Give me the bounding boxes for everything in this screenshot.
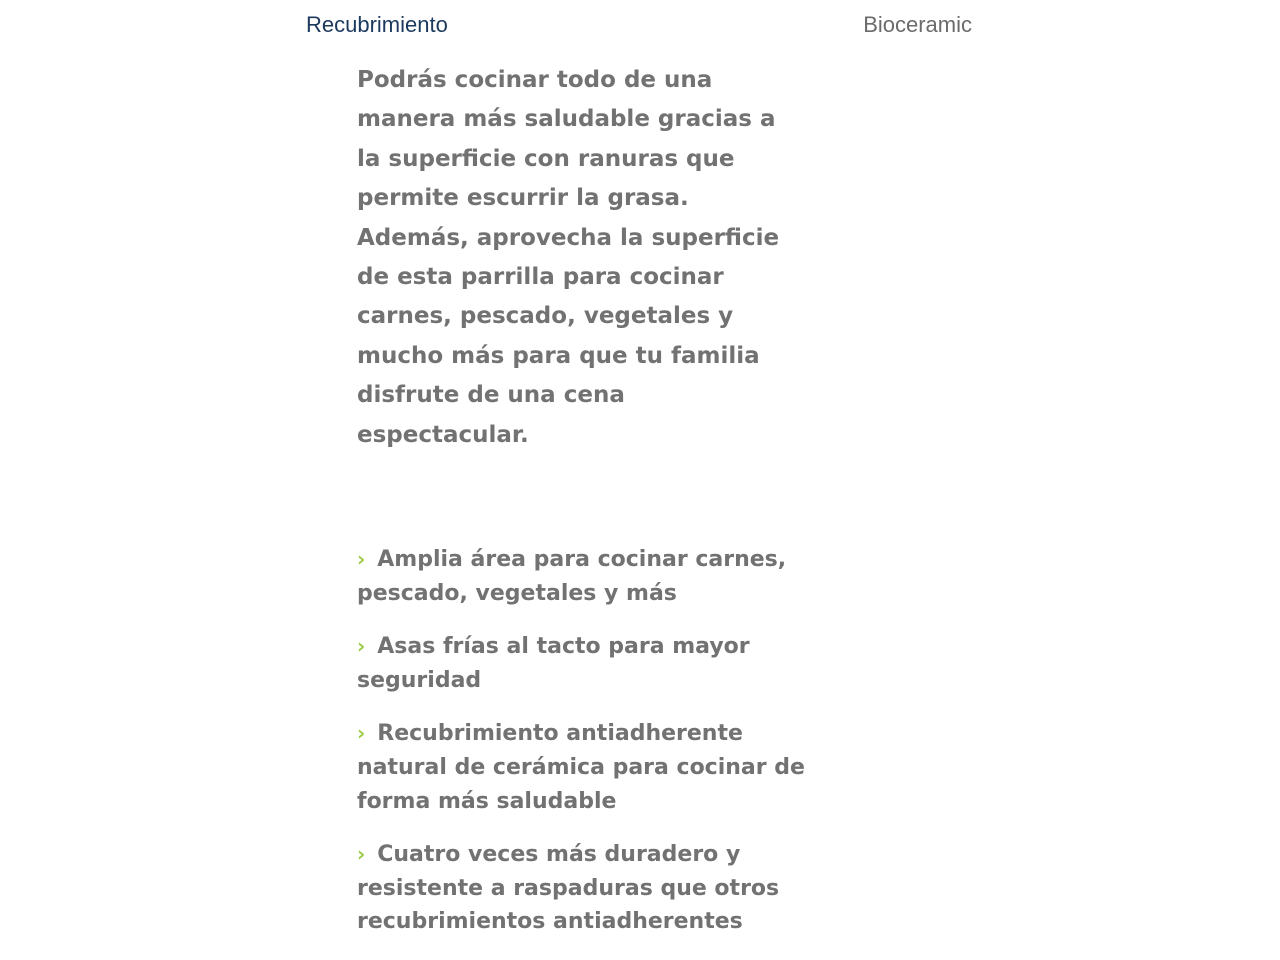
feature-item xyxy=(357,630,807,697)
feature-text: Recubrimiento antiadherente natural de cerámica para cocinar de forma más saludable xyxy=(357,721,805,814)
feature-text: Asas frías al tacto para mayor seguridad xyxy=(357,634,750,693)
chevron-right-icon: › xyxy=(357,547,366,571)
feature-text: Cuatro veces más duradero y resistente a raspaduras que otros recubrimientos antiadherentes xyxy=(357,842,780,935)
feature-text: Amplia área para cocinar carnes, pescado, vegetales y más xyxy=(357,547,787,606)
feature-item xyxy=(357,838,807,939)
chevron-right-icon: › xyxy=(357,634,366,659)
spec-value: Bioceramic xyxy=(863,12,972,37)
chevron-right-icon: › xyxy=(357,842,366,867)
spec-row-coating xyxy=(306,8,972,44)
feature-list xyxy=(357,543,807,959)
feature-item xyxy=(357,543,807,610)
chevron-right-icon: › xyxy=(357,721,366,746)
spec-label: Recubrimiento xyxy=(306,12,448,37)
feature-item xyxy=(357,717,807,818)
product-description: Podrás cocinar todo de una manera más saludable gracias a la superficie con ranuras que permite escurrir la grasa. Además, aprovecha la superficie de esta parrilla para cocinar carnes, pescado, vegetales y mucho más para que tu familia disfrute de una cena espectacular. xyxy=(357,67,780,448)
